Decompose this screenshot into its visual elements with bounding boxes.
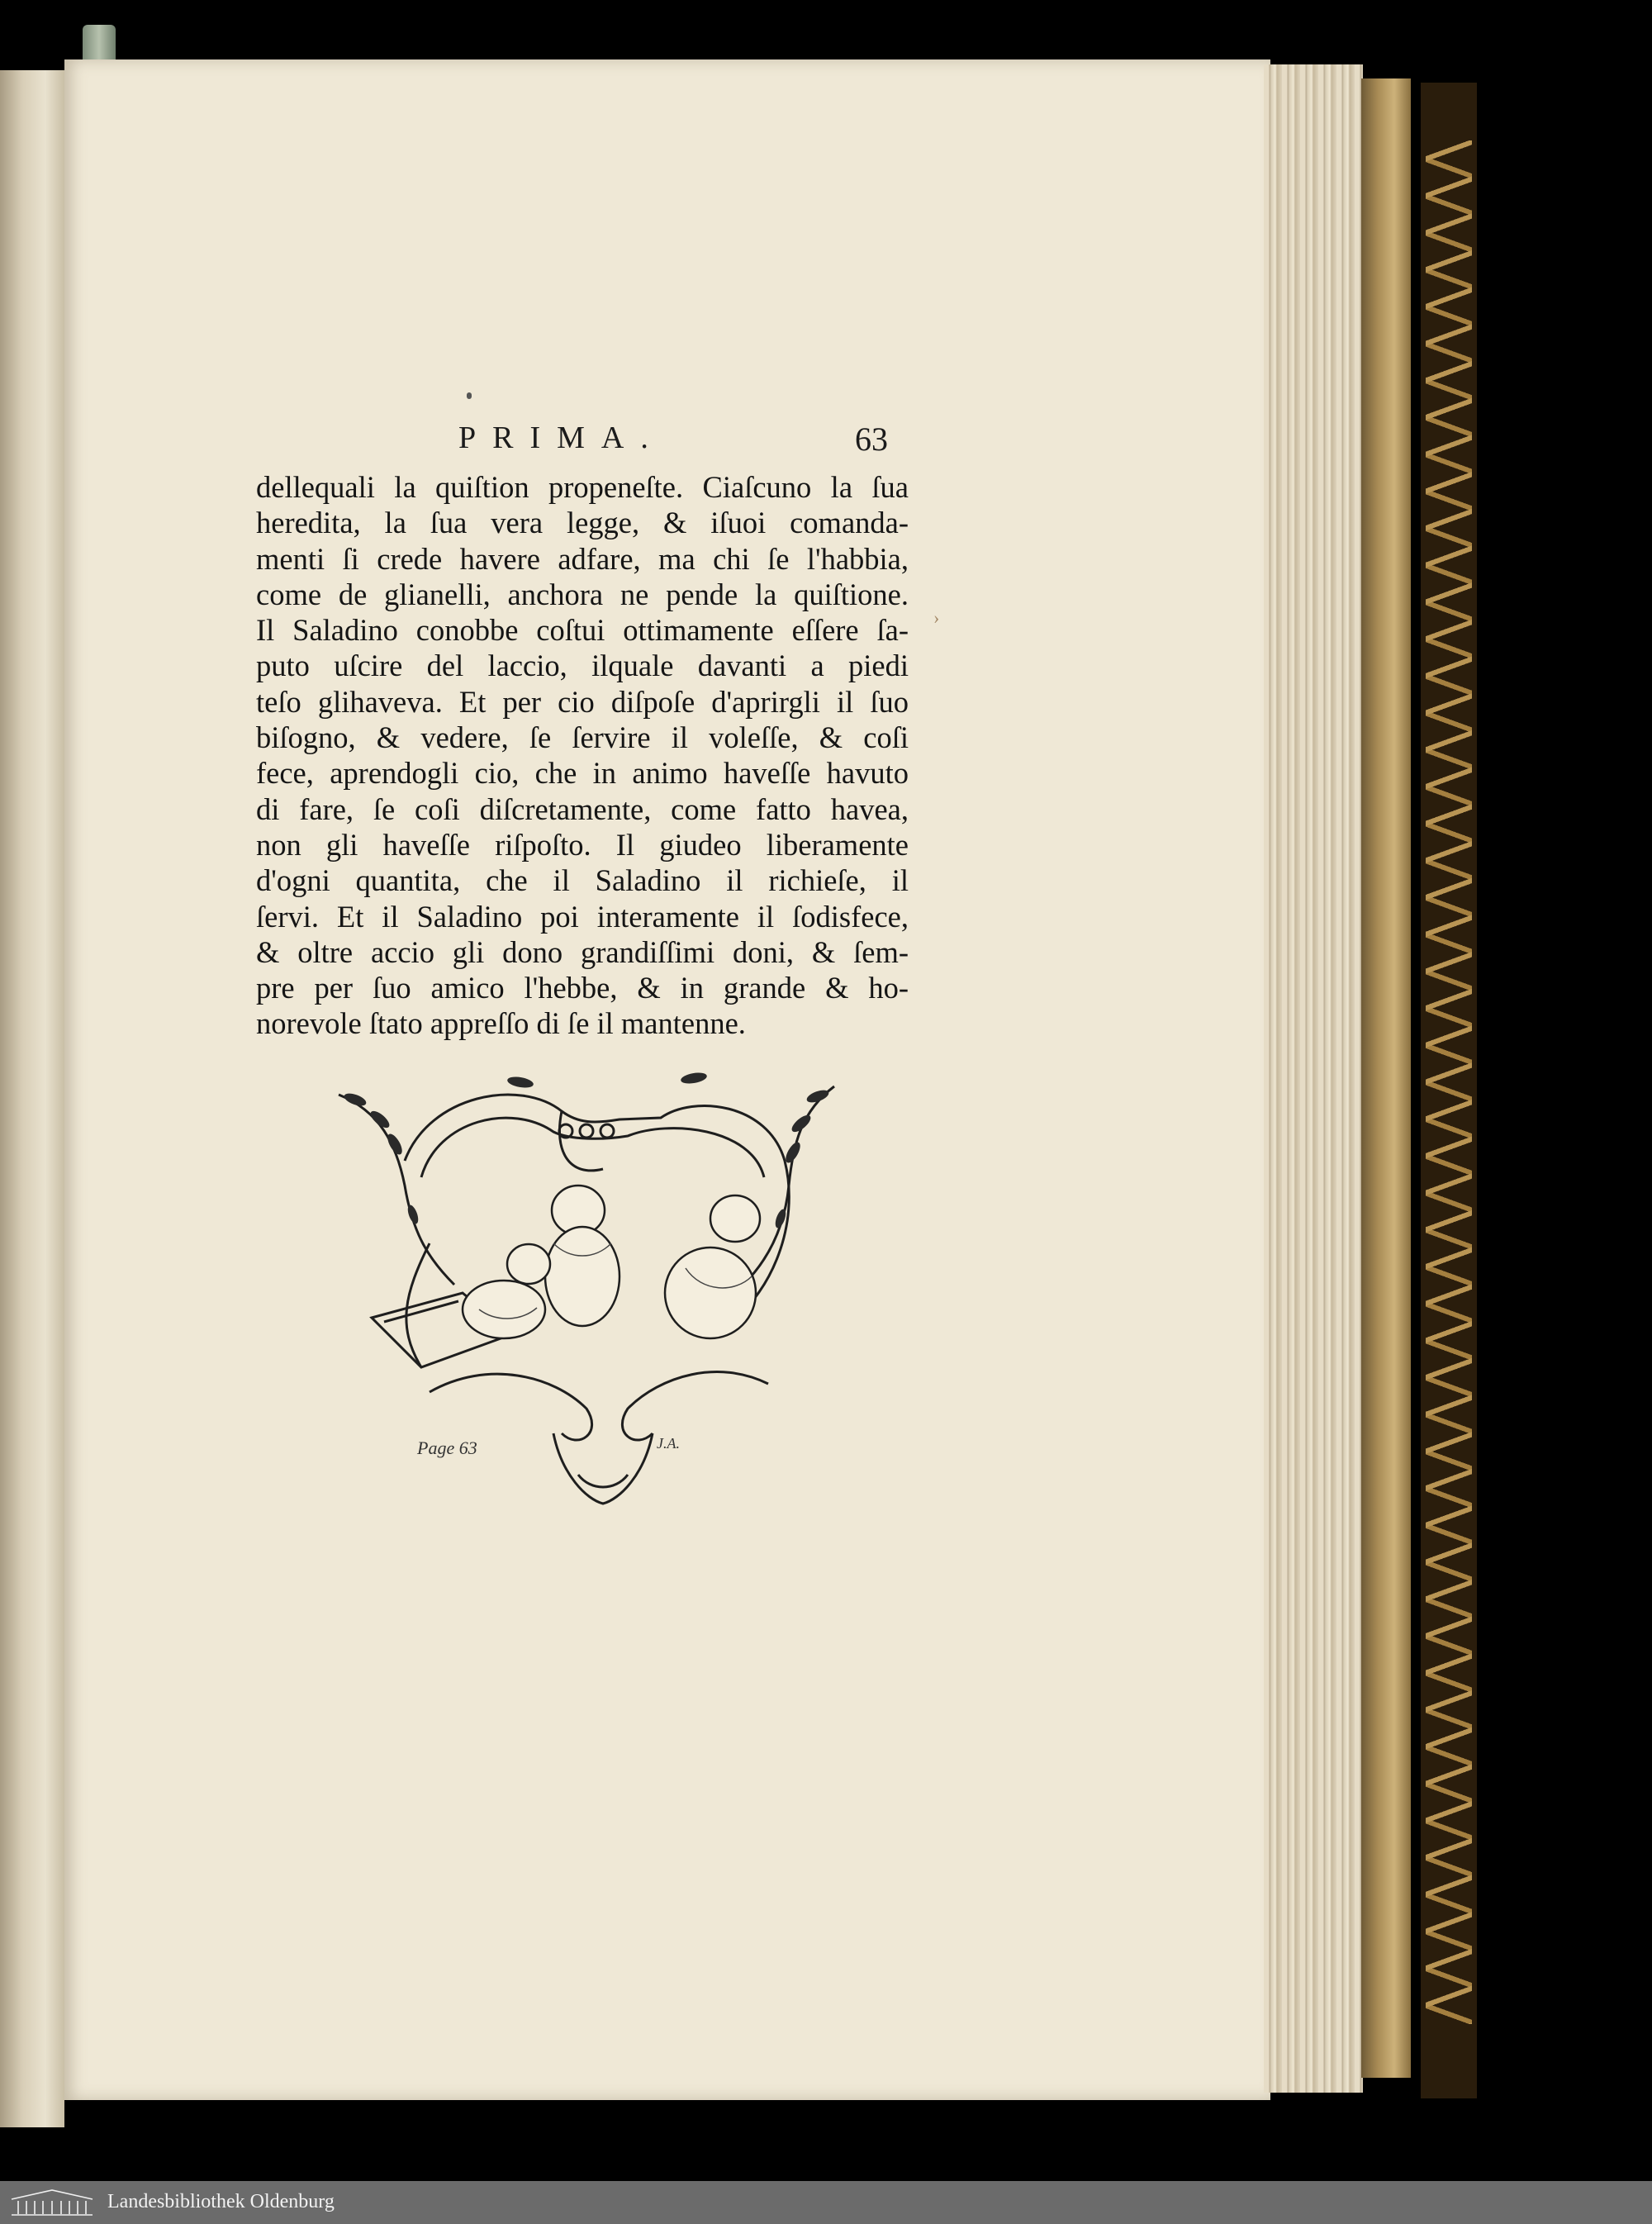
text-line: menti ſi crede havere adfare, ma chi ſe l'habbia, bbox=[256, 541, 909, 576]
text-line: teſo glihaveva. Et per cio diſpoſe d'aprirgli il ſuo bbox=[256, 684, 909, 719]
text-line: non gli haveſſe riſpoſto. Il giudeo liberamente bbox=[256, 827, 909, 862]
margin-mark: › bbox=[933, 607, 940, 628]
text-line: di fare, ſe coſi diſcretamente, come fatto havea, bbox=[256, 791, 909, 826]
cherubs-vignette bbox=[306, 1045, 900, 1516]
text-line: fece, aprendogli cio, che in animo haveſſe havuto bbox=[256, 756, 909, 791]
library-building-icon bbox=[8, 2188, 96, 2217]
library-name: Landesbibliothek Oldenburg bbox=[107, 2191, 335, 2212]
ink-speck bbox=[467, 392, 472, 399]
page-edges bbox=[1264, 64, 1363, 2093]
page-number: 63 bbox=[855, 421, 888, 458]
text-line: heredita, la ſua vera legge, & iſuoi comanda- bbox=[256, 506, 909, 540]
running-header bbox=[458, 420, 888, 469]
text-line: pre per ſuo amico l'hebbe, & in grande & ho- bbox=[256, 971, 909, 1005]
vignette-caption-left: Page 63 bbox=[417, 1438, 477, 1458]
text-line: & oltre accio gli dono grandiſſimi doni, & ſem- bbox=[256, 934, 909, 969]
footer-bar bbox=[0, 2181, 1652, 2224]
gilt-edge bbox=[1361, 78, 1411, 2078]
left-page-edge bbox=[0, 70, 64, 2127]
vignette-caption-right: J.A. bbox=[657, 1435, 680, 1452]
text-line: biſogno, & vedere, ſe ſervire il voleſſe, & coſi bbox=[256, 720, 909, 755]
running-head: PRIMA. bbox=[458, 421, 665, 455]
text-line: ſervi. Et il Saladino poi interamente il ſodisfece, bbox=[256, 899, 909, 934]
text-line: d'ogni quantita, che il Saladino il richieſe, il bbox=[256, 863, 909, 898]
text-line: puto uſcire del laccio, ilquale davanti a piedi bbox=[256, 649, 909, 683]
body-text bbox=[256, 469, 909, 1042]
text-line: Il Saladino conobbe coſtui ottimamente eſſere ſa- bbox=[256, 613, 909, 648]
text-line: dellequali la quiſtion propeneſte. Ciaſcuno la ſua bbox=[256, 470, 909, 504]
text-line: come de glianelli, anchora ne pende la quiſtione. bbox=[256, 577, 909, 611]
book-spine bbox=[1421, 83, 1477, 2098]
spine-ornament bbox=[1426, 140, 1472, 2024]
text-line: norevole ſtato appreſſo di ſe il mantenne. bbox=[256, 1006, 746, 1041]
